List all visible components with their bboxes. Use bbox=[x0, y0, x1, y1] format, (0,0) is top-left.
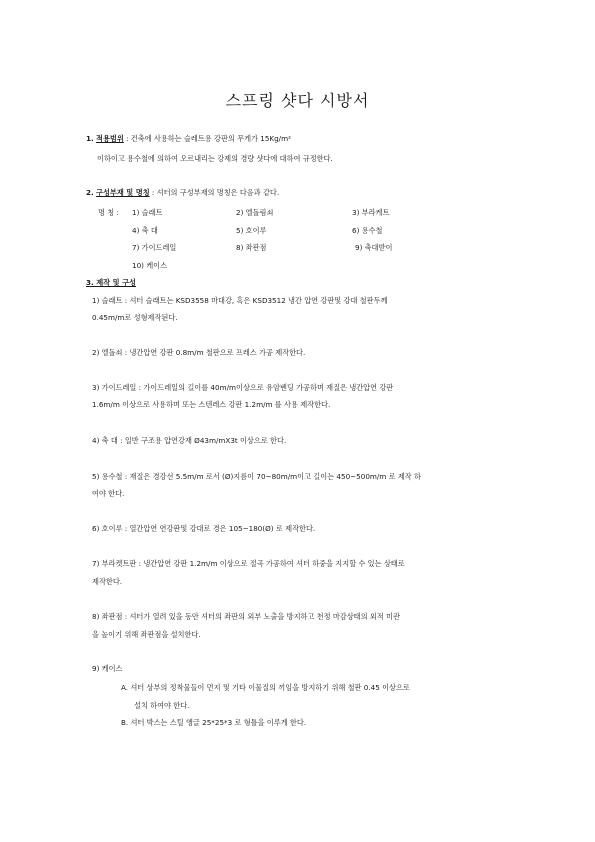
name-item: 4) 축 대 bbox=[132, 226, 158, 235]
section-1-text: : 건축에 사용하는 슬레트용 강판의 무게가 15Kg/m² bbox=[123, 134, 291, 143]
section-2-intro-text: : 셔터의 구성부재의 명칭은 다음과 같다. bbox=[149, 188, 280, 197]
page-title: 스프링 샷다 시방서 bbox=[225, 91, 370, 110]
name-item: 3) 부라케트 bbox=[352, 208, 390, 217]
paragraph-5-line-2: 여야 한다. bbox=[92, 489, 125, 498]
name-item: 10) 케이스 bbox=[132, 261, 168, 270]
paragraph-6-line-1: 6) 호이루 : 열간압연 연강판및 강대로 경은 105~180(Ø) 로 제작한다. bbox=[92, 524, 316, 533]
section-1-number: 1. bbox=[86, 134, 94, 143]
name-item: 6) 용수철 bbox=[352, 226, 383, 235]
name-item: 1) 슬래트 bbox=[132, 208, 163, 217]
paragraph-3-line-2: 1.6m/m 이상으로 사용하며 또는 스텐레스 강판 1.2m/m 를 사용 제작한다. bbox=[92, 400, 331, 409]
name-item: 5) 호이루 bbox=[236, 226, 267, 235]
paragraph-7-line-1: 7) 부라켓트판 : 냉간압연 강판 1.2m/m 이상으로 절곡 가공하여 셔터 하중을 지지할 수 있는 상태로 bbox=[92, 559, 405, 568]
section-3-heading: 3. 제작 및 구성 bbox=[86, 278, 136, 287]
paragraph-9-item-b-line-1: B. 셔터 박스는 스틸 앵글 25*25*3 로 형틀을 이루게 한다. bbox=[121, 718, 307, 727]
paragraph-3-line-1: 3) 가이드레일 : 가이드레일의 길이를 40m/m이상으로 유암벤딩 가공하며 재질은 냉간압연 강판 bbox=[92, 383, 394, 392]
name-item: 8) 좌판점 bbox=[236, 243, 267, 252]
paragraph-8-line-1: 8) 좌판점 : 셔터가 열려 있을 동안 셔터의 좌판의 외부 노출을 방지하고 천정 마감상태의 외적 미관 bbox=[92, 612, 400, 621]
section-1-line-1 bbox=[86, 134, 291, 143]
paragraph-1-line-1: 1) 슬래트 : 셔터 슬래트는 KSD3558 마대강, 혹은 KSD3512 냉간 압연 강판및 강대 철판두께 bbox=[92, 296, 388, 305]
section-1-line-2: 이하이고 용수철에 의하여 오르내리는 강제의 경량 샷다에 대하여 규정한다. bbox=[97, 154, 333, 163]
paragraph-9-heading: 9) 케이스 bbox=[92, 664, 123, 673]
paragraph-7-line-2: 제작한다. bbox=[92, 577, 123, 586]
name-item: 9) 축대받이 bbox=[355, 243, 393, 252]
section-2-intro bbox=[86, 188, 279, 197]
name-item: 7) 가이드레일 bbox=[132, 243, 177, 252]
paragraph-9-item-a-line-1: A. 셔터 상부의 정착물들이 먼지 및 기타 이물질의 끼임을 방지하기 위해 철판 0.45 이상으로 bbox=[121, 683, 410, 692]
paragraph-4-line-1: 4) 축 대 : 일반 구조용 압연강재 Ø43m/mX3t 이상으로 한다. bbox=[92, 436, 287, 445]
section-2-number: 2. bbox=[86, 188, 94, 197]
section-1-heading: 적용범위 bbox=[96, 134, 124, 143]
paragraph-2-line-1: 2) 엘돌쇠 : 냉간압연 강판 0.8m/m 철판으로 프레스 가공 제작한다. bbox=[92, 348, 306, 357]
paragraph-5-line-1: 5) 용수철 : 재질은 경강선 5.5m/m 로서 (Ø)지름이 70~80m/m이고 길이는 450~500m/m 로 제작 하 bbox=[92, 472, 421, 481]
paragraph-8-line-2: 을 높이기 위해 좌판점을 설치한다. bbox=[92, 630, 201, 639]
names-label: 명 칭 : bbox=[98, 208, 119, 217]
name-item: 2) 엘돌림쇠 bbox=[236, 208, 274, 217]
section-2-heading: 구성부재 및 명칭 bbox=[96, 188, 150, 197]
paragraph-9-item-a-line-2: 설치 하여야 한다. bbox=[134, 701, 190, 710]
paragraph-1-line-2: 0.45m/m로 성형제작된다. bbox=[92, 313, 178, 322]
